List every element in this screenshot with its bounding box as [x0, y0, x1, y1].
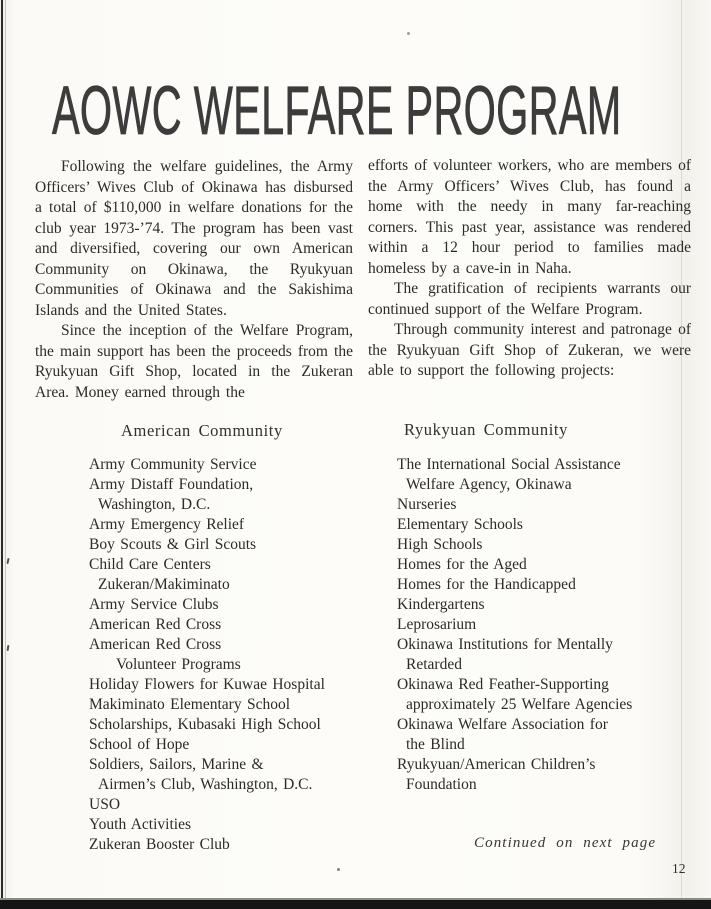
- list-item: High Schools: [397, 536, 483, 553]
- section-heading-american-community: American Community: [121, 421, 283, 440]
- list-item: Makiminato Elementary School: [89, 696, 291, 713]
- list-item: Okinawa Institutions for Mentally: [397, 636, 613, 653]
- list-item: The International Social Assistance: [397, 456, 621, 473]
- scan-edge-bottom-band: [0, 900, 711, 909]
- list-item: Elementary Schools: [397, 516, 523, 533]
- list-item: Washington, D.C.: [98, 496, 211, 513]
- list-item: Kindergartens: [397, 596, 485, 613]
- list-item: Youth Activities: [89, 816, 191, 833]
- scan-speck: [6, 558, 9, 564]
- intro-paragraph: Since the inception of the Welfare Program, the main support has been the proceeds from the Ryukyuan Gift Shop, located in the Zukeran Area. Money earned through the: [35, 322, 353, 401]
- list-item: Okinawa Welfare Association for: [397, 716, 608, 733]
- list-item: American Red Cross: [89, 636, 222, 653]
- intro-paragraph: The gratification of recipients warrants our continued support of the Welfare Program.: [368, 280, 691, 318]
- list-item: Welfare Agency, Okinawa: [406, 476, 572, 493]
- intro-column-right: [368, 156, 691, 382]
- list-item: Airmen’s Club, Washington, D.C.: [98, 776, 313, 793]
- continued-note: Continued on next page: [474, 835, 657, 851]
- scan-edge-left-line: [1, 0, 3, 909]
- project-list-american: [89, 455, 325, 855]
- scan-edge-left-shadow: [5, 0, 6, 909]
- intro-paragraph: Through community interest and patronage of the Ryukyuan Gift Shop of Zukeran, we were able to support the following projects:: [368, 321, 691, 379]
- page-title: AOWC WELFARE PROGRAM: [52, 72, 622, 149]
- list-item: the Blind: [406, 736, 465, 753]
- section-heading-ryukyuan-community: Ryukyuan Community: [404, 420, 568, 439]
- intro-paragraph: Following the welfare guidelines, the Army Officers’ Wives Club of Okinawa has disbursed a total of $110,000 in welfare donations for the club year 1973-’74. The program has been vast and diversified, covering our own American Community on Okinawa, the Ryukyuan Communities of Okinawa and the Sakishima Islands and the United States.: [35, 158, 353, 319]
- page-number: 12: [672, 861, 686, 876]
- list-item: Nurseries: [397, 496, 457, 513]
- list-item: Foundation: [406, 776, 477, 793]
- list-item: Army Emergency Relief: [89, 516, 245, 533]
- list-item: Leprosarium: [397, 616, 477, 633]
- list-item: approximately 25 Welfare Agencies: [406, 696, 633, 713]
- list-item: Soldiers, Sailors, Marine &: [89, 756, 264, 773]
- intro-column-left: [35, 157, 353, 403]
- list-item: Volunteer Programs: [116, 656, 241, 673]
- list-item: Okinawa Red Feather-Supporting: [397, 676, 609, 693]
- list-item: Homes for the Aged: [397, 556, 527, 573]
- list-item: Army Community Service: [89, 456, 257, 473]
- list-item: Homes for the Handicapped: [397, 576, 576, 593]
- intro-paragraph: efforts of volunteer workers, who are members of the Army Officers’ Wives Club, has found a home with the needy in many far-reaching corners. This past year, assistance was rendered within a 12 hour period to families made homeless by a cave-in in Naha.: [368, 157, 691, 277]
- scan-speck: [7, 645, 10, 651]
- list-item: Retarded: [406, 656, 462, 673]
- list-item: School of Hope: [89, 736, 190, 753]
- list-item: Army Distaff Foundation,: [89, 476, 254, 493]
- list-item: Boy Scouts & Girl Scouts: [89, 536, 257, 553]
- scan-speck: [337, 868, 340, 871]
- list-item: Army Service Clubs: [89, 596, 219, 613]
- project-list-ryukyuan: [397, 455, 632, 795]
- scan-speck: [407, 32, 410, 35]
- list-item: Scholarships, Kubasaki High School: [89, 716, 321, 733]
- list-item: Zukeran/Makiminato: [98, 576, 230, 593]
- list-item: Holiday Flowers for Kuwae Hospital: [89, 676, 325, 693]
- list-item: USO: [89, 796, 121, 813]
- list-item: Ryukyuan/American Children’s: [397, 756, 596, 773]
- scan-edge-right-shadow: [681, 0, 682, 909]
- list-item: American Red Cross: [89, 616, 222, 633]
- list-item: Zukeran Booster Club: [89, 836, 230, 853]
- list-item: Child Care Centers: [89, 556, 211, 573]
